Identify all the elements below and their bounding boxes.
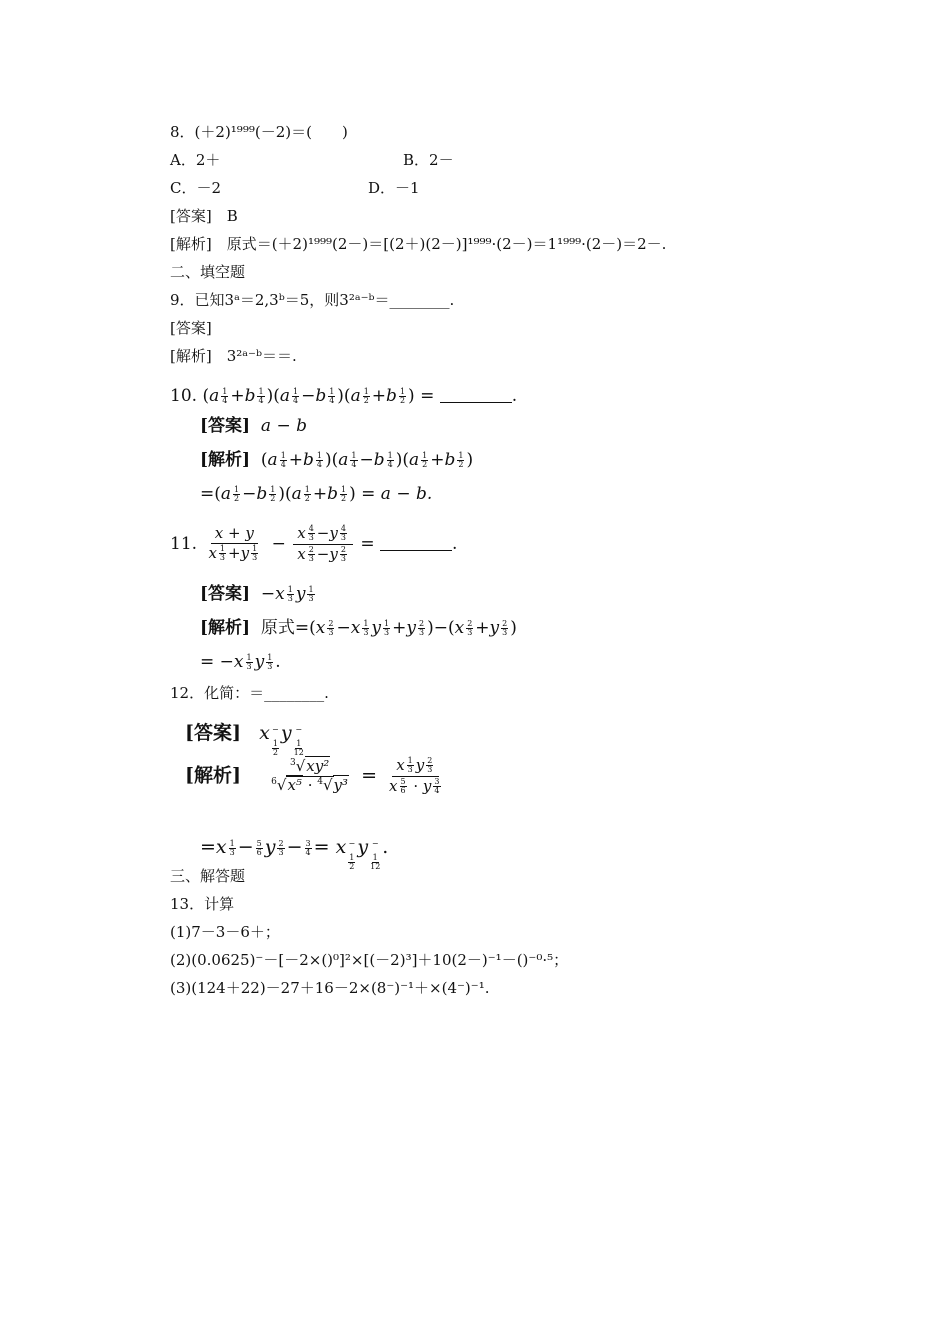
- q12-radical-fraction: $\frac{^3√xy^2}{^6√x^5 \cdot ^4√y^3}$: [271, 757, 349, 794]
- q12-stem: 12．化简：＝________.: [170, 684, 329, 702]
- q8-option-b: B．2－: [403, 151, 454, 169]
- q10-analysis-line2: =(a $\frac{1}{2}$ −b $\frac{1}{2}$ )(a $\frac{1}{2}$ +b $\frac{1}{2}$ ) = a − b.: [200, 484, 433, 504]
- q8-option-a: A．2＋: [170, 151, 221, 169]
- q13-title: 13．计算: [170, 895, 235, 913]
- q11-analysis-line1: [解析] 原式=(x $\frac{2}{3}$ −x $\frac{1}{3}$ y $\frac{1}{3}$ +y $\frac{2}{3}$ )−(x $\frac{2}{3}$ +y $\frac{2}{3}$ ): [200, 618, 517, 638]
- q10-label: 10.: [170, 386, 198, 406]
- q11-answer-blank: [380, 536, 452, 551]
- q12-analysis-line1: [解析] $\frac{^3√xy^2}{^6√x^5 \cdot ^4√y^3}$ = x $\frac{1}{3}$ y $\frac{2}{3}$ x $\frac{5}{6}$ · y $\frac{3}{4}$: [185, 756, 449, 797]
- section-fill-in-heading: 二、填空题: [170, 263, 246, 281]
- q8-stem: 8．(＋2)¹⁹⁹⁹(－2)＝( ): [170, 123, 348, 141]
- q12-power-fraction: x $\frac{1}{3}$ y $\frac{2}{3}$ x $\frac{5}{6}$ · y $\frac{3}{4}$: [389, 756, 440, 796]
- q10-answer-value: a − b: [260, 416, 307, 436]
- q13-part1: (1)7－3－6＋；: [170, 923, 280, 941]
- q9-stem: 9．已知3ᵃ＝2,3ᵇ＝5，则3²ᵃ⁻ᵇ＝________.: [170, 291, 455, 309]
- q11-fraction-2: x $\frac{4}{3}$ −y $\frac{4}{3}$ x $\frac{2}{3}$ −y $\frac{2}{3}$: [293, 524, 353, 565]
- q11-fraction-1: x + y x $\frac{1}{3}$ +y $\frac{1}{3}$: [208, 524, 258, 563]
- q10-analysis-line1: [解析] (a $\frac{1}{4}$ +b $\frac{1}{4}$ )(a $\frac{1}{4}$ −b $\frac{1}{4}$ )(a $\frac{1}{2}$ +b $\frac{1}{2}$ ): [200, 450, 474, 470]
- q8-option-c: C．－2: [170, 179, 222, 197]
- q12-answer: [答案] x − 1 2 y − 1 12: [185, 722, 304, 758]
- q12-analysis-line2: =x $\frac{1}{3}$ − $\frac{5}{6}$ y $\frac{2}{3}$ − $\frac{3}{4}$ = x − 1 2 y − 1 12 .: [200, 836, 389, 872]
- q11-answer: [答案] −x $\frac{1}{3}$ y $\frac{1}{3}$: [200, 584, 314, 604]
- q10-answer: [200, 416, 307, 436]
- q10-stem: 10. (a $\frac{1}{4}$ +b $\frac{1}{4}$ )(a $\frac{1}{4}$ −b $\frac{1}{4}$ )(a $\frac{1}{2}$ +b $\frac{1}{2}$ ) = .: [170, 386, 518, 406]
- q12-answer-label: [答案]: [185, 722, 241, 744]
- q9-analysis: [解析] 3²ᵃ⁻ᵇ＝＝.: [170, 347, 297, 365]
- q10-answer-label: [答案]: [200, 416, 251, 436]
- section-solve-heading: 三、解答题: [170, 867, 246, 885]
- q11-answer-label: [答案]: [200, 584, 251, 604]
- q11-label: 11.: [170, 533, 198, 554]
- q12-analysis-label: [解析]: [185, 764, 241, 787]
- q8-answer: [答案] B: [170, 207, 238, 225]
- q13-part2: (2)(0.0625)⁻－[－2×()⁰]²×[(－2)³]＋10(2－)⁻¹－()⁻⁰·⁵；: [170, 951, 569, 969]
- q11-stem: 11. x + y x $\frac{1}{3}$ +y $\frac{1}{3}$ − x $\frac{4}{3}$ −y $\frac{4}{3}$ x $\frac{2}{3}$ −y $\frac{2}{3}$ = .: [170, 524, 458, 564]
- q10-result: = a − b.: [361, 484, 433, 504]
- q9-answer: [答案]: [170, 319, 212, 337]
- q11-analysis-line2: = −x $\frac{1}{3}$ y $\frac{1}{3}$ .: [200, 652, 281, 672]
- q8-option-d: D．－1: [368, 179, 420, 197]
- q11-analysis-text: 原式: [260, 618, 295, 638]
- q11-analysis-label: [解析]: [200, 618, 251, 638]
- q10-answer-blank: [440, 388, 512, 403]
- q10-analysis-label: [解析]: [200, 450, 251, 470]
- q13-part3: (3)(124＋22)－27＋16－2×(8⁻)⁻¹＋×(4⁻)⁻¹.: [170, 979, 490, 997]
- q8-analysis: [解析] 原式＝(＋2)¹⁹⁹⁹(2－)＝[(2＋)(2－)]¹⁹⁹⁹·(2－)＝1¹⁹⁹⁹·(2－)＝2－.: [170, 235, 667, 253]
